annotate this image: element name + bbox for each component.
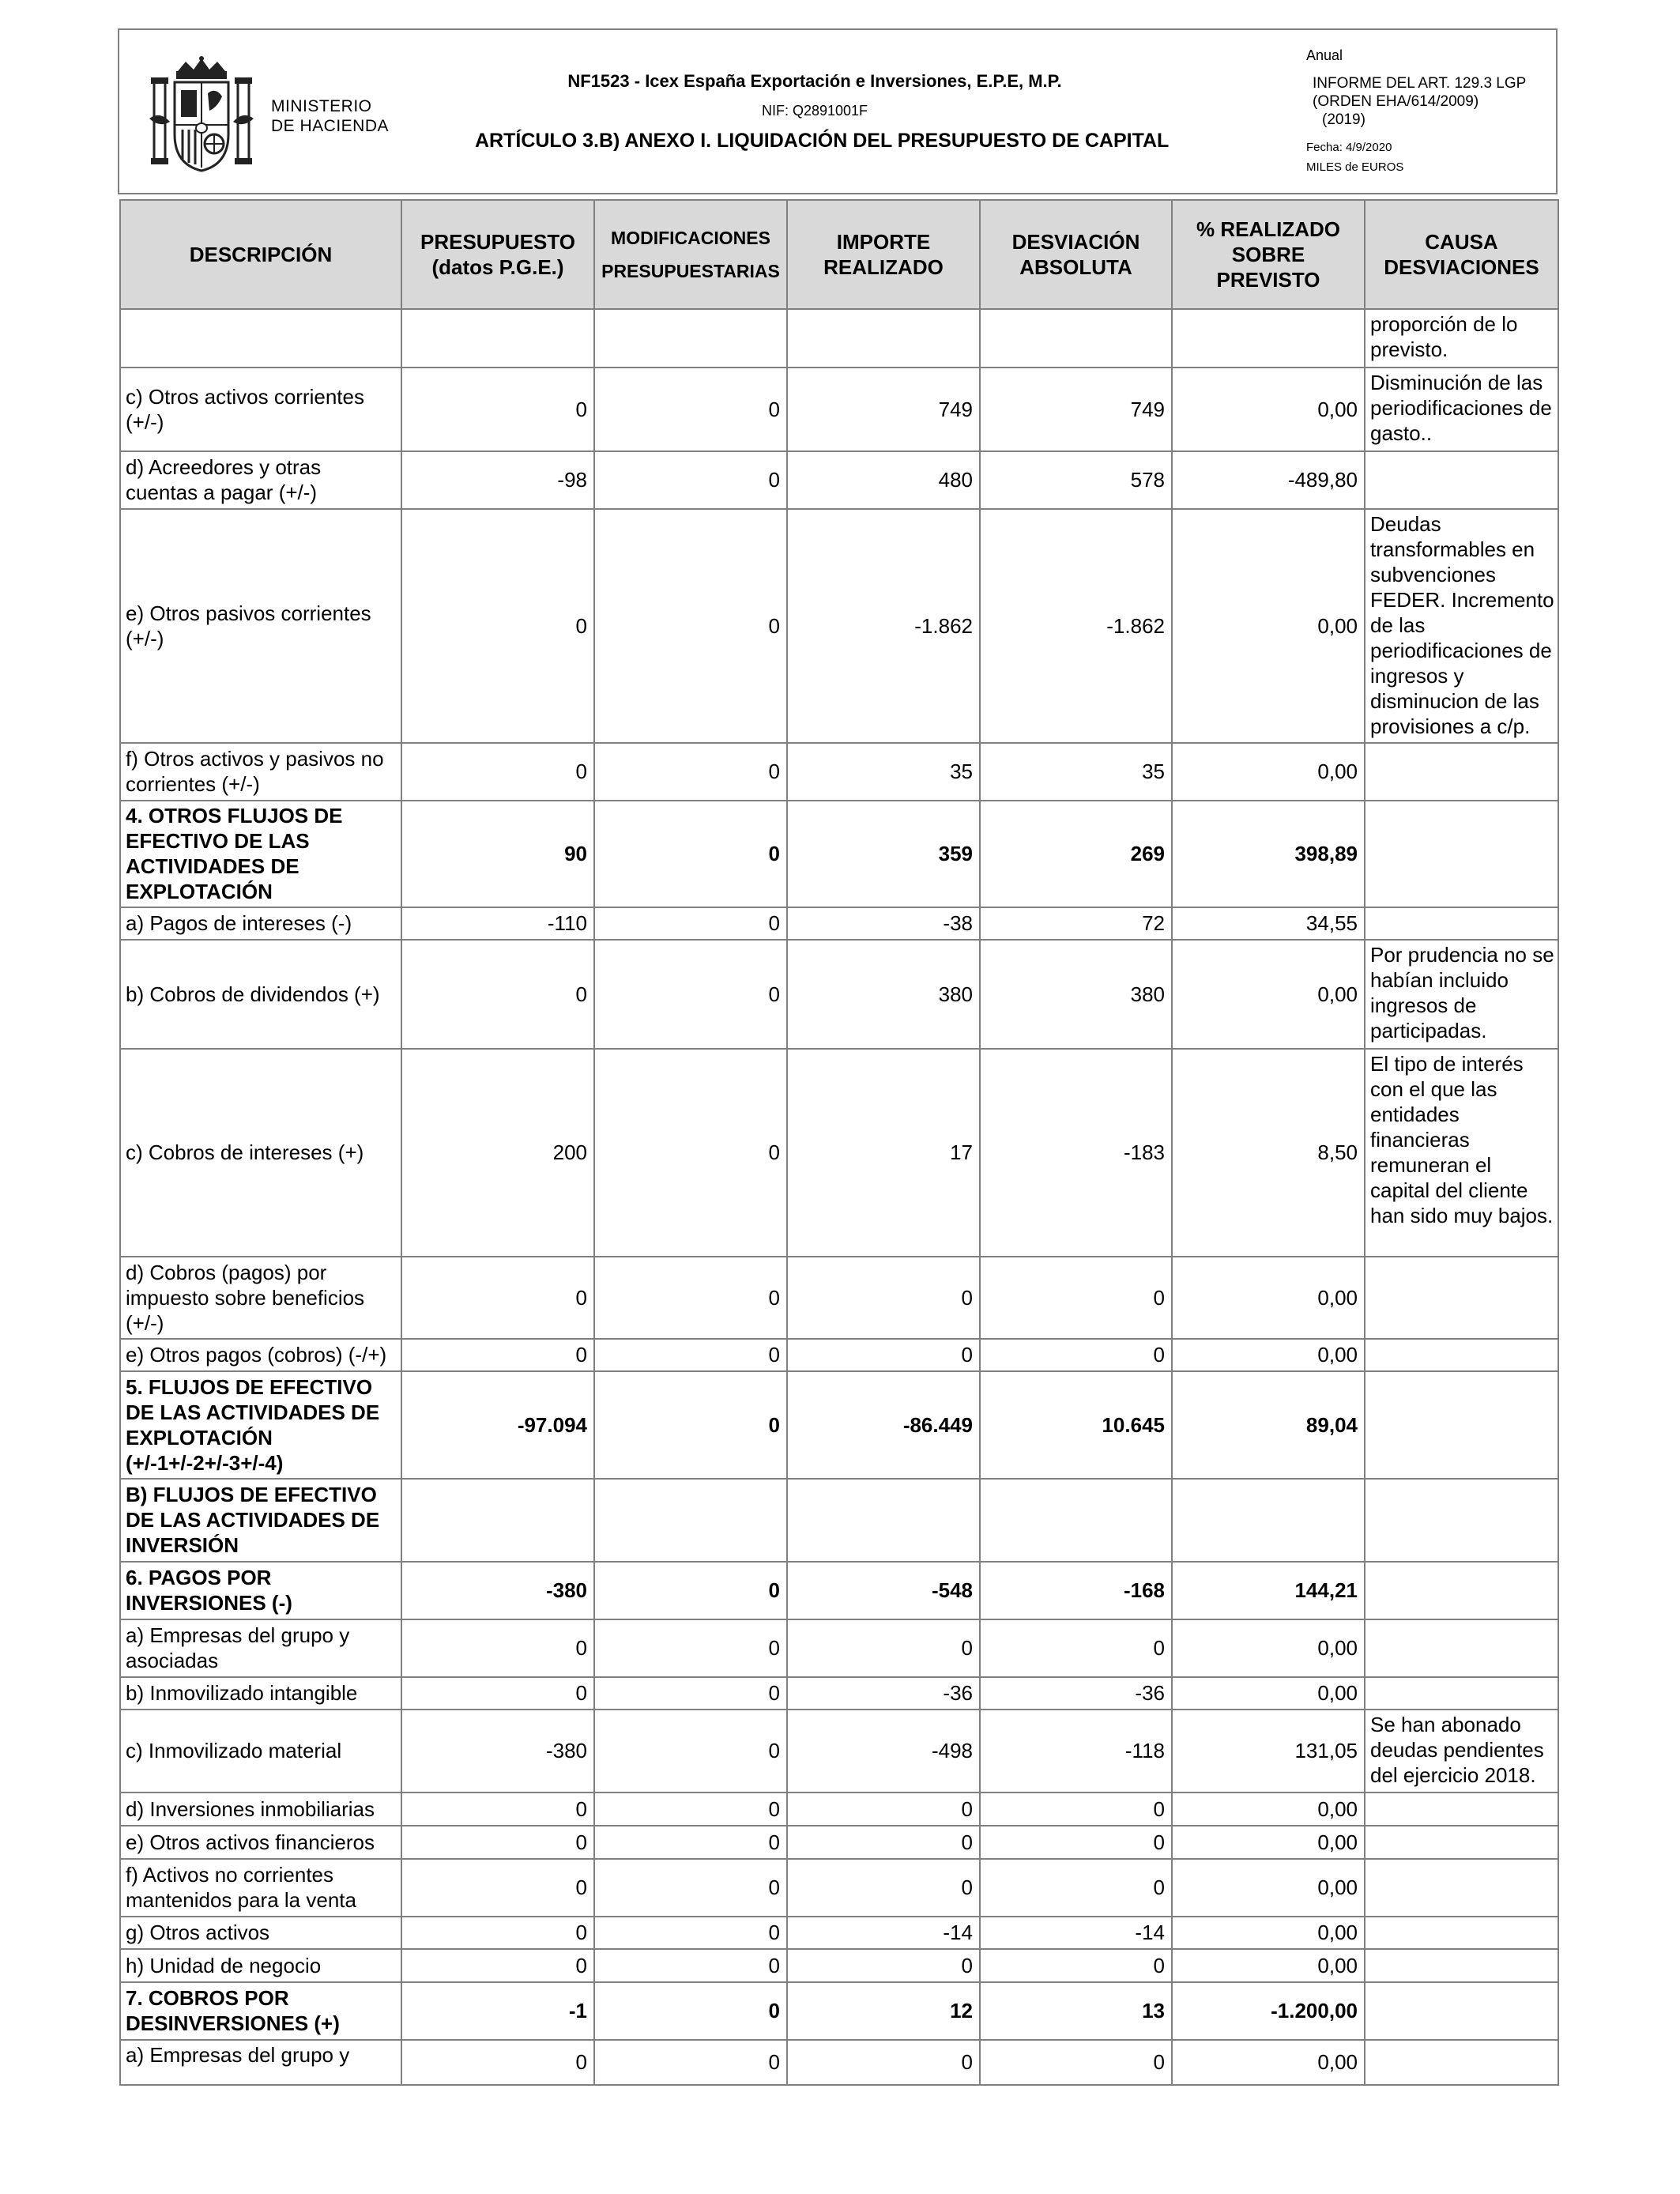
cell-presupuesto: 0 bbox=[401, 1339, 594, 1371]
cell-descripcion: f) Activos no corrientes mantenidos para la venta bbox=[120, 1859, 401, 1917]
table-row bbox=[120, 1339, 1558, 1371]
cell-desviacion bbox=[980, 1479, 1172, 1562]
report-date: Fecha: 4/9/2020 bbox=[1306, 141, 1392, 154]
cell-causa bbox=[1365, 801, 1558, 907]
entity-nif: NIF: Q2891001F bbox=[761, 103, 868, 119]
column-header-porcentaje-line-1: % REALIZADO bbox=[1196, 217, 1340, 241]
cell-modificaciones: 0 bbox=[594, 368, 787, 451]
page-title: ARTÍCULO 3.B) ANEXO I. LIQUIDACIÓN DEL PRESUPUESTO DE CAPITAL bbox=[475, 130, 1170, 152]
table-row bbox=[120, 801, 1558, 907]
cell-causa bbox=[1365, 1257, 1558, 1339]
cell-descripcion: h) Unidad de negocio bbox=[120, 1949, 401, 1982]
cell-modificaciones bbox=[594, 309, 787, 368]
cell-presupuesto: 0 bbox=[401, 1826, 594, 1859]
cell-presupuesto: 0 bbox=[401, 509, 594, 743]
column-header-presupuesto-line-2: (datos P.G.E.) bbox=[431, 255, 564, 279]
cell-modificaciones: 0 bbox=[594, 1371, 787, 1479]
table-row bbox=[120, 1677, 1558, 1710]
cell-presupuesto: 90 bbox=[401, 801, 594, 907]
cell-modificaciones: 0 bbox=[594, 451, 787, 509]
cell-modificaciones: 0 bbox=[594, 1339, 787, 1371]
cell-presupuesto: 0 bbox=[401, 1257, 594, 1339]
cell-presupuesto: 0 bbox=[401, 2040, 594, 2085]
cell-desviacion: 0 bbox=[980, 1949, 1172, 1982]
table-row bbox=[120, 368, 1558, 451]
cell-importe: 0 bbox=[787, 1859, 980, 1917]
cell-porcentaje: 0,00 bbox=[1172, 1826, 1365, 1859]
ministry-line-1: MINISTERIO bbox=[271, 97, 372, 115]
table-row bbox=[120, 509, 1558, 743]
periodicity-label: Anual bbox=[1306, 47, 1343, 63]
cell-presupuesto: 0 bbox=[401, 1949, 594, 1982]
cell-presupuesto: 0 bbox=[401, 1619, 594, 1677]
cell-modificaciones: 0 bbox=[594, 1982, 787, 2040]
table-header-row bbox=[120, 200, 1558, 309]
column-header-descripcion-label: DESCRIPCIÓN bbox=[189, 243, 333, 266]
cell-descripcion: e) Otros activos financieros bbox=[120, 1826, 401, 1859]
column-header-presupuesto bbox=[401, 200, 594, 309]
cell-presupuesto: 0 bbox=[401, 940, 594, 1049]
cell-modificaciones: 0 bbox=[594, 940, 787, 1049]
cell-causa bbox=[1365, 1371, 1558, 1479]
table-row bbox=[120, 1619, 1558, 1677]
cell-causa bbox=[1365, 1619, 1558, 1677]
cell-importe: 380 bbox=[787, 940, 980, 1049]
cell-causa bbox=[1365, 1793, 1558, 1826]
cell-causa bbox=[1365, 1917, 1558, 1949]
column-header-importe-line-1: IMPORTE bbox=[836, 230, 931, 254]
cell-causa bbox=[1365, 1949, 1558, 1982]
table-row bbox=[120, 309, 1558, 368]
cell-descripcion: c) Inmovilizado material bbox=[120, 1710, 401, 1793]
cell-presupuesto: -380 bbox=[401, 1710, 594, 1793]
column-header-presupuesto-line-1: PRESUPUESTO bbox=[420, 230, 575, 254]
cell-importe: 359 bbox=[787, 801, 980, 907]
cell-presupuesto bbox=[401, 1479, 594, 1562]
column-header-porcentaje-line-3: PREVISTO bbox=[1216, 268, 1320, 292]
table-row bbox=[120, 1257, 1558, 1339]
cell-porcentaje: 398,89 bbox=[1172, 801, 1365, 907]
cell-porcentaje: 0,00 bbox=[1172, 1339, 1365, 1371]
cell-porcentaje: 0,00 bbox=[1172, 940, 1365, 1049]
column-header-modificaciones-line-2: PRESUPUESTARIAS bbox=[601, 261, 780, 281]
cell-desviacion: 0 bbox=[980, 2040, 1172, 2085]
table-row bbox=[120, 1562, 1558, 1619]
table-row bbox=[120, 1949, 1558, 1982]
cell-importe bbox=[787, 309, 980, 368]
capital-budget-table bbox=[119, 199, 1559, 2086]
cell-desviacion: -168 bbox=[980, 1562, 1172, 1619]
cell-importe: 0 bbox=[787, 2040, 980, 2085]
cell-causa bbox=[1365, 2040, 1558, 2085]
column-header-causa-line-1: CAUSA bbox=[1425, 230, 1498, 254]
cell-presupuesto: 0 bbox=[401, 743, 594, 801]
cell-desviacion: 749 bbox=[980, 368, 1172, 451]
cell-modificaciones: 0 bbox=[594, 1049, 787, 1257]
cell-descripcion: 4. OTROS FLUJOS DE EFECTIVO DE LAS ACTIVIDADES DE EXPLOTACIÓN bbox=[120, 801, 401, 907]
cell-causa bbox=[1365, 1982, 1558, 2040]
spanish-coat-of-arms-icon bbox=[146, 55, 257, 174]
report-units: MILES de EUROS bbox=[1306, 160, 1404, 174]
ministry-line-2: DE HACIENDA bbox=[271, 117, 390, 135]
cell-causa bbox=[1365, 1479, 1558, 1562]
cell-desviacion: 13 bbox=[980, 1982, 1172, 2040]
cell-importe: 0 bbox=[787, 1949, 980, 1982]
cell-desviacion: 35 bbox=[980, 743, 1172, 801]
cell-descripcion: g) Otros activos bbox=[120, 1917, 401, 1949]
column-header-porcentaje-line-2: SOBRE bbox=[1231, 243, 1305, 266]
cell-causa: El tipo de interés con el que las entidades financieras remuneran el capital del cliente han sido muy bajos. bbox=[1365, 1049, 1558, 1257]
ministry-name bbox=[271, 96, 389, 136]
cell-desviacion: 0 bbox=[980, 1859, 1172, 1917]
cell-causa bbox=[1365, 1339, 1558, 1371]
cell-descripcion: c) Cobros de intereses (+) bbox=[120, 1049, 401, 1257]
cell-causa bbox=[1365, 1826, 1558, 1859]
cell-modificaciones: 0 bbox=[594, 1949, 787, 1982]
cell-presupuesto: -380 bbox=[401, 1562, 594, 1619]
cell-descripcion: B) FLUJOS DE EFECTIVO DE LAS ACTIVIDADES DE INVERSIÓN bbox=[120, 1479, 401, 1562]
cell-desviacion: 0 bbox=[980, 1793, 1172, 1826]
cell-modificaciones: 0 bbox=[594, 1677, 787, 1710]
cell-presupuesto: 0 bbox=[401, 368, 594, 451]
cell-porcentaje: 0,00 bbox=[1172, 1257, 1365, 1339]
cell-importe: -86.449 bbox=[787, 1371, 980, 1479]
cell-modificaciones: 0 bbox=[594, 2040, 787, 2085]
cell-descripcion: b) Cobros de dividendos (+) bbox=[120, 940, 401, 1049]
cell-porcentaje: 131,05 bbox=[1172, 1710, 1365, 1793]
cell-modificaciones: 0 bbox=[594, 1562, 787, 1619]
cell-porcentaje: 0,00 bbox=[1172, 743, 1365, 801]
cell-importe: 749 bbox=[787, 368, 980, 451]
cell-importe: 480 bbox=[787, 451, 980, 509]
cell-desviacion: 0 bbox=[980, 1257, 1172, 1339]
cell-importe: -36 bbox=[787, 1677, 980, 1710]
cell-importe: 0 bbox=[787, 1826, 980, 1859]
cell-descripcion: c) Otros activos corrientes (+/-) bbox=[120, 368, 401, 451]
cell-importe: 0 bbox=[787, 1619, 980, 1677]
cell-presupuesto: -98 bbox=[401, 451, 594, 509]
cell-desviacion: -1.862 bbox=[980, 509, 1172, 743]
cell-porcentaje: 0,00 bbox=[1172, 1793, 1365, 1826]
column-header-porcentaje bbox=[1172, 200, 1365, 309]
cell-modificaciones: 0 bbox=[594, 1710, 787, 1793]
cell-importe: -548 bbox=[787, 1562, 980, 1619]
report-reference bbox=[1313, 74, 1526, 129]
cell-importe: -14 bbox=[787, 1917, 980, 1949]
cell-modificaciones: 0 bbox=[594, 1257, 787, 1339]
column-header-importe-line-2: REALIZADO bbox=[823, 255, 944, 279]
cell-descripcion: 5. FLUJOS DE EFECTIVO DE LAS ACTIVIDADES DE EXPLOTACIÓN (+/-1+/-2+/-3+/-4) bbox=[120, 1371, 401, 1479]
cell-modificaciones: 0 bbox=[594, 1826, 787, 1859]
column-header-desviacion bbox=[980, 200, 1172, 309]
cell-importe: -1.862 bbox=[787, 509, 980, 743]
cell-causa bbox=[1365, 907, 1558, 940]
cell-descripcion: a) Pagos de intereses (-) bbox=[120, 907, 401, 940]
cell-porcentaje: -1.200,00 bbox=[1172, 1982, 1365, 2040]
cell-porcentaje: 0,00 bbox=[1172, 1859, 1365, 1917]
entity-title: NF1523 - Icex España Exportación e Inversiones, E.P.E, M.P. bbox=[567, 71, 1062, 91]
cell-modificaciones: 0 bbox=[594, 907, 787, 940]
table-row bbox=[120, 1049, 1558, 1257]
cell-desviacion: 578 bbox=[980, 451, 1172, 509]
table-row bbox=[120, 1859, 1558, 1917]
cell-descripcion: 6. PAGOS POR INVERSIONES (-) bbox=[120, 1562, 401, 1619]
cell-presupuesto: 0 bbox=[401, 1859, 594, 1917]
cell-causa bbox=[1365, 1562, 1558, 1619]
cell-desviacion: 0 bbox=[980, 1826, 1172, 1859]
table-row bbox=[120, 2040, 1558, 2085]
table-row bbox=[120, 743, 1558, 801]
report-header bbox=[118, 28, 1558, 194]
cell-desviacion: 72 bbox=[980, 907, 1172, 940]
cell-desviacion: 380 bbox=[980, 940, 1172, 1049]
table-row bbox=[120, 1982, 1558, 2040]
cell-modificaciones: 0 bbox=[594, 1793, 787, 1826]
cell-causa: Deudas transformables en subvenciones FEDER. Incremento de las periodificaciones de ingresos y disminucion de las provisiones a c/p. bbox=[1365, 509, 1558, 743]
cell-porcentaje: 0,00 bbox=[1172, 368, 1365, 451]
cell-importe bbox=[787, 1479, 980, 1562]
cell-descripcion: 7. COBROS POR DESINVERSIONES (+) bbox=[120, 1982, 401, 2040]
cell-porcentaje: 0,00 bbox=[1172, 509, 1365, 743]
cell-desviacion: 0 bbox=[980, 1619, 1172, 1677]
column-header-modificaciones bbox=[594, 200, 787, 309]
cell-presupuesto: 0 bbox=[401, 1917, 594, 1949]
cell-causa: Se han abonado deudas pendientes del ejercicio 2018. bbox=[1365, 1710, 1558, 1793]
column-header-descripcion bbox=[120, 200, 401, 309]
report-reference-line-1: INFORME DEL ART. 129.3 LGP bbox=[1313, 75, 1527, 92]
cell-importe: -498 bbox=[787, 1710, 980, 1793]
cell-descripcion: d) Acreedores y otras cuentas a pagar (+/-) bbox=[120, 451, 401, 509]
cell-presupuesto: -1 bbox=[401, 1982, 594, 2040]
cell-presupuesto: 0 bbox=[401, 1677, 594, 1710]
column-header-importe bbox=[787, 200, 980, 309]
cell-desviacion: 269 bbox=[980, 801, 1172, 907]
table-row bbox=[120, 1479, 1558, 1562]
cell-causa: proporción de lo previsto. bbox=[1365, 309, 1558, 368]
cell-desviacion: 10.645 bbox=[980, 1371, 1172, 1479]
cell-desviacion: -14 bbox=[980, 1917, 1172, 1949]
column-header-desviacion-line-1: DESVIACIÓN bbox=[1011, 230, 1140, 254]
table-body bbox=[120, 309, 1558, 2085]
cell-descripcion: b) Inmovilizado intangible bbox=[120, 1677, 401, 1710]
cell-porcentaje: 0,00 bbox=[1172, 1949, 1365, 1982]
cell-modificaciones bbox=[594, 1479, 787, 1562]
cell-causa bbox=[1365, 743, 1558, 801]
cell-descripcion: f) Otros activos y pasivos no corrientes (+/-) bbox=[120, 743, 401, 801]
cell-porcentaje: 89,04 bbox=[1172, 1371, 1365, 1479]
column-header-modificaciones-line-1: MODIFICACIONES bbox=[611, 228, 770, 248]
table-row bbox=[120, 451, 1558, 509]
cell-porcentaje: 144,21 bbox=[1172, 1562, 1365, 1619]
column-header-desviacion-line-2: ABSOLUTA bbox=[1019, 255, 1132, 279]
cell-descripcion: e) Otros pagos (cobros) (-/+) bbox=[120, 1339, 401, 1371]
cell-porcentaje: 34,55 bbox=[1172, 907, 1365, 940]
cell-desviacion: -36 bbox=[980, 1677, 1172, 1710]
cell-porcentaje: 8,50 bbox=[1172, 1049, 1365, 1257]
report-reference-line-3: (2019) bbox=[1322, 111, 1365, 128]
table-row bbox=[120, 907, 1558, 940]
cell-descripcion: e) Otros pasivos corrientes (+/-) bbox=[120, 509, 401, 743]
cell-porcentaje: 0,00 bbox=[1172, 2040, 1365, 2085]
table-row bbox=[120, 1917, 1558, 1949]
cell-presupuesto: -97.094 bbox=[401, 1371, 594, 1479]
cell-desviacion: 0 bbox=[980, 1339, 1172, 1371]
cell-causa: Por prudencia no se habían incluido ingresos de participadas. bbox=[1365, 940, 1558, 1049]
cell-importe: 0 bbox=[787, 1793, 980, 1826]
table-row bbox=[120, 1826, 1558, 1859]
cell-presupuesto: -110 bbox=[401, 907, 594, 940]
cell-importe: 12 bbox=[787, 1982, 980, 2040]
cell-importe: -38 bbox=[787, 907, 980, 940]
cell-presupuesto bbox=[401, 309, 594, 368]
cell-descripcion bbox=[120, 309, 401, 368]
cell-presupuesto: 200 bbox=[401, 1049, 594, 1257]
cell-modificaciones: 0 bbox=[594, 801, 787, 907]
report-reference-line-2: (ORDEN EHA/614/2009) bbox=[1313, 93, 1479, 110]
table-row bbox=[120, 1371, 1558, 1479]
cell-porcentaje bbox=[1172, 309, 1365, 368]
cell-descripcion: d) Inversiones inmobiliarias bbox=[120, 1793, 401, 1826]
cell-modificaciones: 0 bbox=[594, 1917, 787, 1949]
cell-causa bbox=[1365, 1859, 1558, 1917]
cell-desviacion: -118 bbox=[980, 1710, 1172, 1793]
cell-desviacion bbox=[980, 309, 1172, 368]
cell-modificaciones: 0 bbox=[594, 1859, 787, 1917]
cell-causa bbox=[1365, 451, 1558, 509]
cell-importe: 35 bbox=[787, 743, 980, 801]
cell-porcentaje: 0,00 bbox=[1172, 1619, 1365, 1677]
cell-modificaciones: 0 bbox=[594, 1619, 787, 1677]
cell-descripcion: d) Cobros (pagos) por impuesto sobre beneficios (+/-) bbox=[120, 1257, 401, 1339]
cell-causa: Disminución de las periodificaciones de gasto.. bbox=[1365, 368, 1558, 451]
cell-importe: 17 bbox=[787, 1049, 980, 1257]
cell-porcentaje: -489,80 bbox=[1172, 451, 1365, 509]
cell-desviacion: -183 bbox=[980, 1049, 1172, 1257]
table-row bbox=[120, 940, 1558, 1049]
cell-importe: 0 bbox=[787, 1257, 980, 1339]
cell-porcentaje: 0,00 bbox=[1172, 1677, 1365, 1710]
cell-descripcion: a) Empresas del grupo y bbox=[120, 2040, 401, 2085]
cell-importe: 0 bbox=[787, 1339, 980, 1371]
table-row bbox=[120, 1710, 1558, 1793]
cell-modificaciones: 0 bbox=[594, 509, 787, 743]
table-row bbox=[120, 1793, 1558, 1826]
cell-causa bbox=[1365, 1677, 1558, 1710]
cell-modificaciones: 0 bbox=[594, 743, 787, 801]
cell-presupuesto: 0 bbox=[401, 1793, 594, 1826]
cell-descripcion: a) Empresas del grupo y asociadas bbox=[120, 1619, 401, 1677]
cell-porcentaje bbox=[1172, 1479, 1365, 1562]
column-header-causa-line-2: DESVIACIONES bbox=[1384, 255, 1539, 279]
column-header-causa bbox=[1365, 200, 1558, 309]
cell-porcentaje: 0,00 bbox=[1172, 1917, 1365, 1949]
